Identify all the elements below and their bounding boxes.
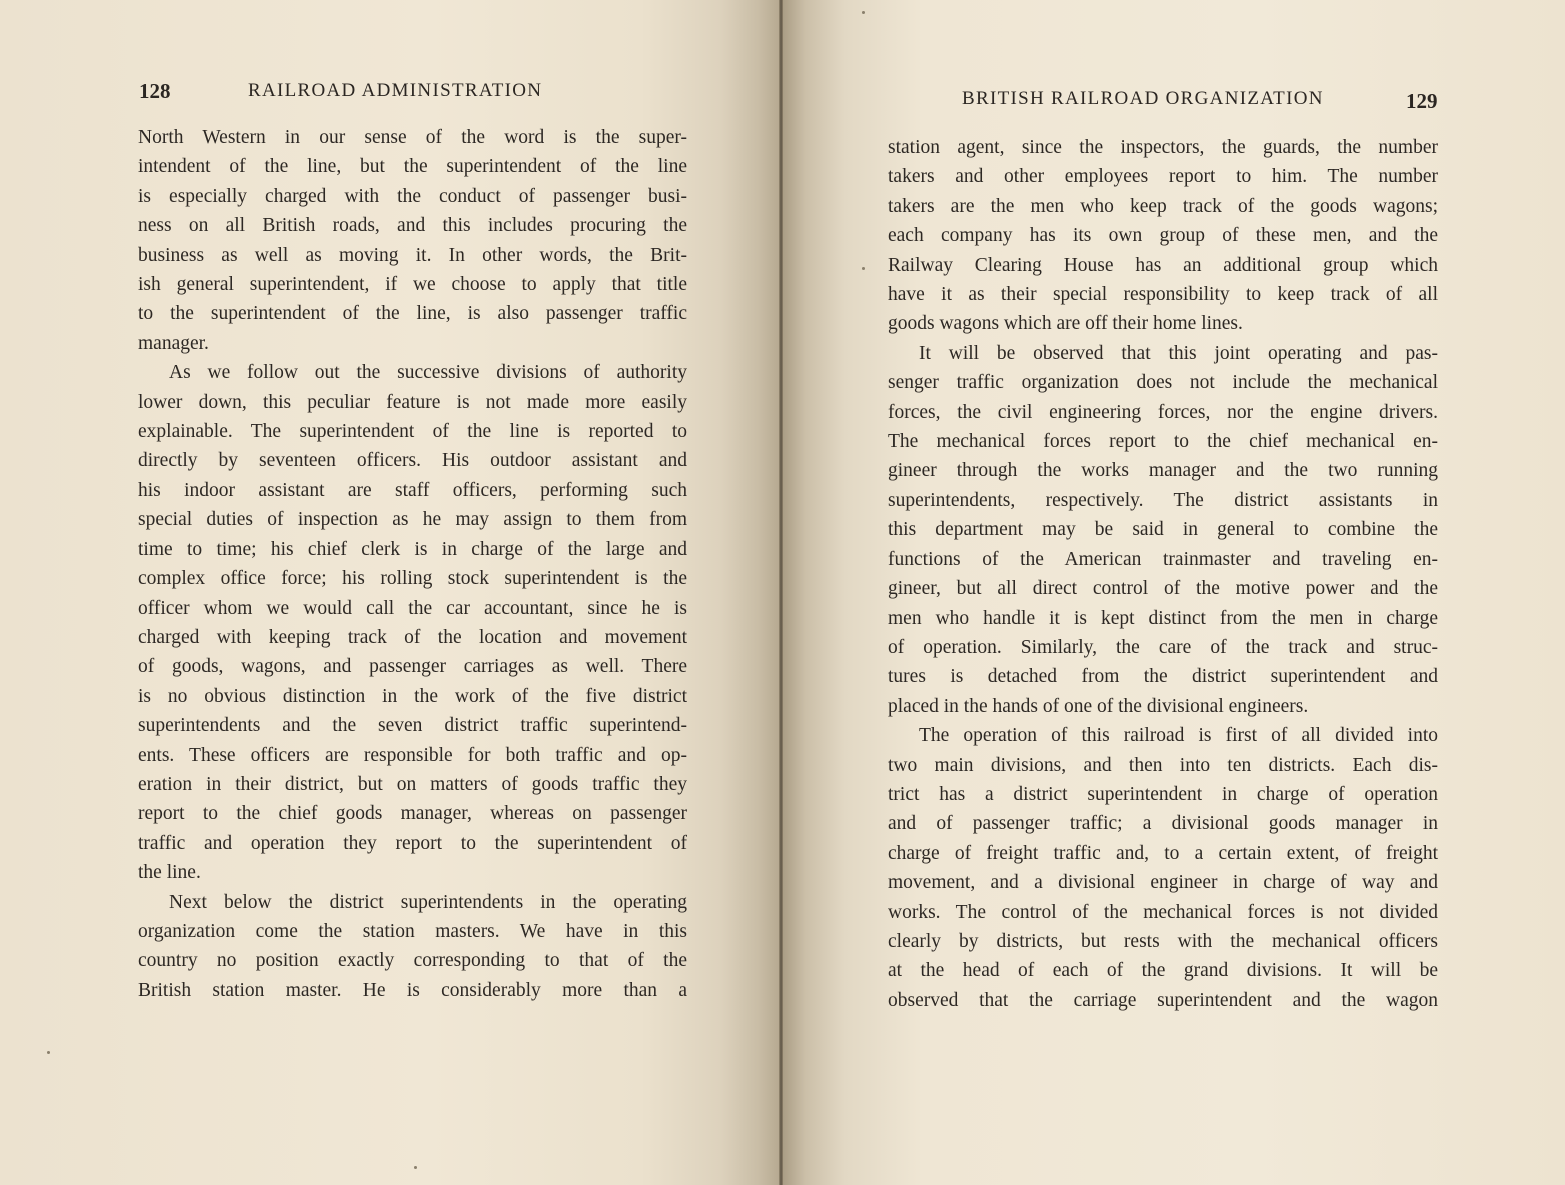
text-line: goods wagons which are off their home lines. [888,313,1243,335]
text-line: the line. [138,862,201,884]
text-line: lower down, this peculiar feature is not made more easily [138,391,687,413]
text-line: is especially charged with the conduct of passenger busi- [138,185,687,207]
text-line: eration in their district, but on matters of goods traffic they [138,773,687,795]
text-line: As we follow out the successive divisions of authority [169,362,687,384]
text-line: The operation of this railroad is first of all divided into [919,725,1438,747]
text-line: directly by seventeen officers. His outdoor assistant and [138,450,687,472]
text-line: senger traffic organization does not include the mechanical [888,372,1438,394]
left-page [0,0,782,1185]
text-line: time to time; his chief clerk is in charge of the large and [138,538,687,560]
text-line: have it as their special responsibility to keep track of all [888,284,1438,306]
right-page [782,0,1565,1185]
text-line: It will be observed that this joint operating and pas- [919,342,1438,364]
text-line: special duties of inspection as he may assign to them from [138,509,687,531]
text-line: business as well as moving it. In other words, the Brit- [138,244,687,266]
text-line: British station master. He is considerably more than a [138,979,687,1001]
text-line: to the superintendent of the line, is also passenger traffic [138,303,687,325]
text-line: Next below the district superintendents in the operating [169,891,687,913]
text-line: of goods, wagons, and passenger carriages as well. There [138,656,687,678]
text-line: of operation. Similarly, the care of the track and struc- [888,636,1438,658]
paper-speck [862,11,865,14]
text-line: superintendents, respectively. The district assistants in [888,489,1438,511]
left-page-number: 128 [139,79,171,103]
text-line: report to the chief goods manager, whereas on passenger [138,803,687,825]
paper-speck [862,267,865,270]
text-line: trict has a district superintendent in charge of operation [888,783,1438,805]
text-line: explainable. The superintendent of the line is reported to [138,421,687,443]
text-line: charge of freight traffic and, to a certain extent, of freight [888,842,1438,864]
text-line: gineer, but all direct control of the motive power and the [888,578,1438,600]
text-line: each company has its own group of these men, and the [888,225,1438,247]
text-line: men who handle it is kept distinct from the men in charge [888,607,1438,629]
text-line: tures is detached from the district superintendent and [888,666,1438,688]
text-line: works. The control of the mechanical forces is not divided [888,901,1438,923]
text-line: functions of the American trainmaster and traveling en- [888,548,1438,570]
text-line: placed in the hands of one of the divisional engineers. [888,695,1309,717]
text-line: The mechanical forces report to the chief mechanical en- [888,431,1438,453]
text-line: superintendents and the seven district traffic superintend- [138,715,687,737]
text-line: observed that the carriage superintendent and the wagon [888,989,1438,1011]
text-line: traffic and operation they report to the superintendent of [138,832,687,854]
right-page-body [888,133,1438,1015]
text-line: two main divisions, and then into ten districts. Each dis- [888,754,1438,776]
left-page-body [138,123,687,1005]
text-line: intendent of the line, but the superintendent of the line [138,156,687,178]
text-line: at the head of each of the grand divisions. It will be [888,960,1438,982]
text-line: station agent, since the inspectors, the guards, the number [888,137,1438,158]
text-line: clearly by districts, but rests with the mechanical officers [888,930,1438,952]
text-line: takers and other employees report to him. The number [888,166,1438,188]
text-line: manager. [138,332,209,354]
text-line: officer whom we would call the car accountant, since he is [138,597,687,619]
text-line: organization come the station masters. We have in this [138,920,687,942]
paper-speck [414,1166,417,1169]
text-line: Railway Clearing House has an additional group which [888,254,1438,276]
text-line: complex office force; his rolling stock superintendent is the [138,568,687,590]
text-line: gineer through the works manager and the two running [888,460,1438,482]
text-line: charged with keeping track of the location and movement [138,626,687,648]
text-line: and of passenger traffic; a divisional goods manager in [888,813,1438,835]
text-line: ish general superintendent, if we choose to apply that title [138,274,687,296]
text-line: forces, the civil engineering forces, nor the engine drivers. [888,401,1438,423]
text-line: takers are the men who keep track of the goods wagons; [888,195,1438,217]
left-running-head: RAILROAD ADMINISTRATION [248,80,543,101]
right-running-head: BRITISH RAILROAD ORGANIZATION [962,88,1324,109]
text-line: ness on all British roads, and this includes procuring the [138,215,687,237]
text-line: North Western in our sense of the word is the super- [138,127,687,148]
text-line: his indoor assistant are staff officers, performing such [138,479,687,501]
book-gutter [779,0,783,1185]
right-page-number: 129 [1406,89,1438,113]
text-line: this department may be said in general to combine the [888,519,1438,541]
text-line: is no obvious distinction in the work of the five district [138,685,687,707]
text-line: country no position exactly corresponding to that of the [138,950,687,972]
paper-speck [47,1051,50,1054]
text-line: ents. These officers are responsible for both traffic and op- [138,744,687,766]
text-line: movement, and a divisional engineer in charge of way and [888,872,1438,894]
